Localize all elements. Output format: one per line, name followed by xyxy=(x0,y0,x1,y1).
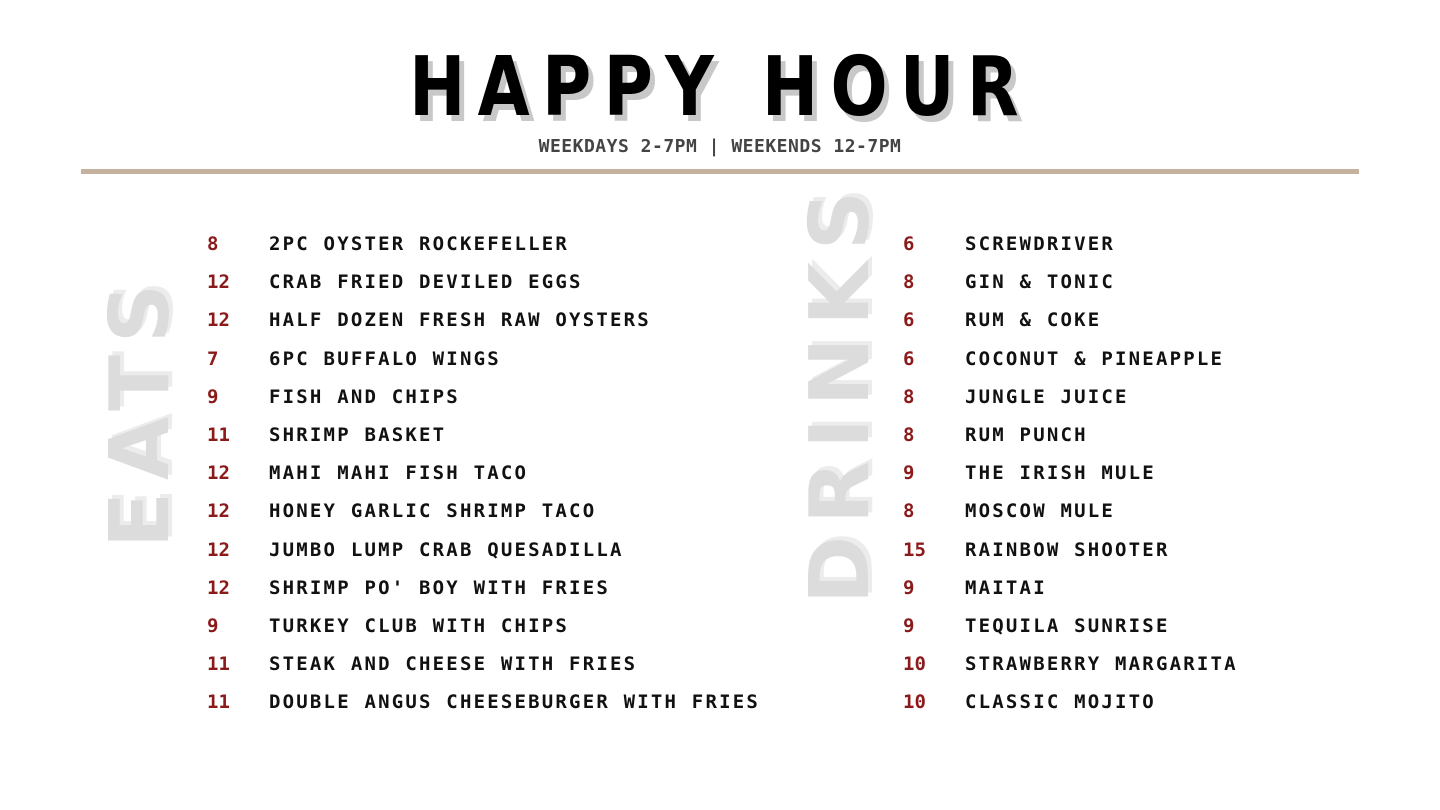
menu-item xyxy=(903,492,1238,530)
menu-item-name: SHRIMP PO' BOY WITH FRIES xyxy=(269,576,610,599)
menu-item xyxy=(903,263,1238,301)
menu-item-price: 12 xyxy=(207,576,230,599)
menu-item-price: 12 xyxy=(207,500,230,523)
menu-item-price: 10 xyxy=(903,691,926,714)
menu-item xyxy=(207,492,760,530)
menu-item-price: 8 xyxy=(207,233,219,256)
menu-item-name: CRAB FRIED DEVILED EGGS xyxy=(269,271,583,294)
menu-item xyxy=(207,225,760,263)
menu-item xyxy=(903,378,1238,416)
menu-item-name: RAINBOW SHOOTER xyxy=(965,538,1170,561)
menu-item-price: 8 xyxy=(903,424,915,447)
menu-item xyxy=(903,225,1238,263)
menu-item-name: THE IRISH MULE xyxy=(965,462,1156,485)
menu-item-name: SCREWDRIVER xyxy=(965,233,1116,256)
menu-item xyxy=(207,454,760,492)
menu-item-name: 6PC BUFFALO WINGS xyxy=(269,347,501,370)
menu-item-price: 6 xyxy=(903,233,915,256)
menu-item-name: STRAWBERRY MARGARITA xyxy=(965,653,1238,676)
hours-subtitle: WEEKDAYS 2-7PM | WEEKENDS 12-7PM xyxy=(538,136,902,157)
menu-item-name: SHRIMP BASKET xyxy=(269,424,447,447)
menu-item xyxy=(207,569,760,607)
menu-item-price: 10 xyxy=(903,653,926,676)
menu-item-name: JUMBO LUMP CRAB QUESADILLA xyxy=(269,538,624,561)
menu-item-price: 8 xyxy=(903,271,915,294)
menu-item-name: TEQUILA SUNRISE xyxy=(965,614,1170,637)
menu-item-name: 2PC OYSTER ROCKEFELLER xyxy=(269,233,570,256)
menu-item-name: MOSCOW MULE xyxy=(965,500,1116,523)
menu-item xyxy=(903,416,1238,454)
menu-item-name: HONEY GARLIC SHRIMP TACO xyxy=(269,500,597,523)
menu-item xyxy=(903,301,1238,339)
menu-item-price: 9 xyxy=(903,614,915,637)
menu-item xyxy=(903,454,1238,492)
menu-item xyxy=(903,340,1238,378)
menu-item-name: RUM & COKE xyxy=(965,309,1102,332)
menu-item-name: FISH AND CHIPS xyxy=(269,385,460,408)
menu-item-name: DOUBLE ANGUS CHEESEBURGER WITH FRIES xyxy=(269,691,761,714)
menu-item xyxy=(903,645,1238,683)
menu-item-price: 11 xyxy=(207,653,230,676)
menu-item xyxy=(903,531,1238,569)
menu-item xyxy=(207,683,760,721)
drinks-section-label: DRINKS xyxy=(793,179,888,604)
menu-item-price: 12 xyxy=(207,271,230,294)
menu-item xyxy=(903,569,1238,607)
header-divider xyxy=(81,169,1359,174)
menu-item-name: JUNGLE JUICE xyxy=(965,385,1129,408)
eats-menu-list xyxy=(207,225,760,721)
menu-item-price: 11 xyxy=(207,424,230,447)
menu-item-name: RUM PUNCH xyxy=(965,424,1088,447)
menu-item-price: 8 xyxy=(903,385,915,408)
menu-item-name: MAHI MAHI FISH TACO xyxy=(269,462,529,485)
menu-item xyxy=(207,340,760,378)
menu-item-name: CLASSIC MOJITO xyxy=(965,691,1156,714)
menu-item-name: TURKEY CLUB WITH CHIPS xyxy=(269,614,570,637)
menu-item-price: 12 xyxy=(207,462,230,485)
menu-item xyxy=(207,607,760,645)
menu-item-price: 12 xyxy=(207,309,230,332)
menu-item-price: 12 xyxy=(207,538,230,561)
menu-item-price: 15 xyxy=(903,538,926,561)
menu-item-price: 8 xyxy=(903,500,915,523)
menu-item xyxy=(903,607,1238,645)
menu-item-name: MAITAI xyxy=(965,576,1047,599)
menu-item-price: 9 xyxy=(903,462,915,485)
menu-item-price: 9 xyxy=(207,385,219,408)
menu-item xyxy=(207,531,760,569)
menu-item-name: GIN & TONIC xyxy=(965,271,1116,294)
menu-item-price: 9 xyxy=(207,614,219,637)
menu-item-price: 9 xyxy=(903,576,915,599)
eats-section-label: EATS xyxy=(93,271,188,548)
drinks-menu-list xyxy=(903,225,1238,721)
menu-item xyxy=(207,301,760,339)
menu-item-price: 6 xyxy=(903,309,915,332)
menu-item xyxy=(207,263,760,301)
menu-item-name: COCONUT & PINEAPPLE xyxy=(965,347,1225,370)
menu-item xyxy=(207,378,760,416)
menu-item-name: HALF DOZEN FRESH RAW OYSTERS xyxy=(269,309,651,332)
menu-item-name: STEAK AND CHEESE WITH FRIES xyxy=(269,653,638,676)
menu-item-price: 11 xyxy=(207,691,230,714)
menu-item xyxy=(903,683,1238,721)
page-title: HAPPY HOUR xyxy=(409,40,1031,135)
menu-item-price: 7 xyxy=(207,347,219,370)
menu-item-price: 6 xyxy=(903,347,915,370)
menu-item xyxy=(207,416,760,454)
menu-item xyxy=(207,645,760,683)
